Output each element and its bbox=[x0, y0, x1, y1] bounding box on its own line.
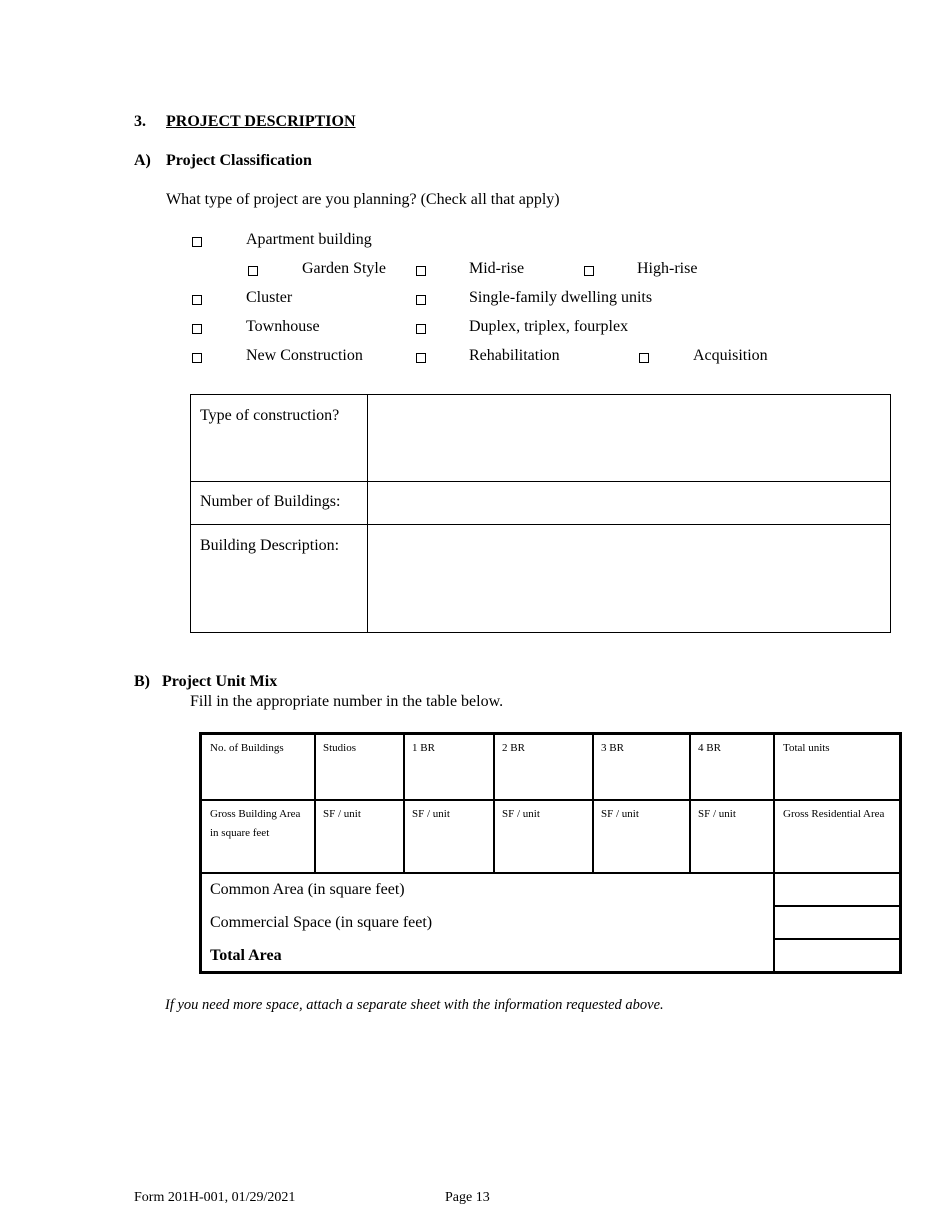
single-family-checkbox[interactable] bbox=[416, 295, 426, 305]
studios-sf-cell: SF / unit bbox=[323, 808, 361, 820]
table-divider bbox=[314, 735, 316, 873]
mid-rise-checkbox[interactable] bbox=[416, 266, 426, 276]
unit-mix-table bbox=[199, 732, 902, 974]
part-a-letter: A) bbox=[134, 152, 151, 169]
3br-sf-cell: SF / unit bbox=[601, 808, 639, 820]
part-b-letter: B) bbox=[134, 673, 150, 690]
form-id: Form 201H-001, 01/29/2021 bbox=[134, 1190, 296, 1205]
garden-style-label: Garden Style bbox=[302, 260, 386, 277]
new-construction-label: New Construction bbox=[246, 347, 363, 364]
part-a-title: Project Classification bbox=[166, 152, 312, 169]
1br-sf-cell: SF / unit bbox=[412, 808, 450, 820]
header-cell-3br: 3 BR bbox=[601, 742, 624, 754]
townhouse-checkbox[interactable] bbox=[192, 324, 202, 334]
mid-rise-label: Mid-rise bbox=[469, 260, 525, 277]
page-number: Page 13 bbox=[445, 1190, 490, 1205]
high-rise-label: High-rise bbox=[637, 260, 698, 277]
total-area-field[interactable] bbox=[775, 940, 899, 971]
acquisition-label: Acquisition bbox=[693, 347, 768, 364]
gross-residential-area-cell: Gross Residential Area bbox=[783, 808, 885, 820]
townhouse-label: Townhouse bbox=[246, 318, 320, 335]
table-divider bbox=[493, 735, 495, 873]
building-description-field[interactable] bbox=[368, 525, 890, 632]
gross-building-area-cell: Gross Building Area in square feet bbox=[210, 808, 301, 839]
type-of-construction-label: Type of construction? bbox=[200, 407, 340, 424]
common-area-field[interactable] bbox=[775, 874, 899, 905]
cluster-label: Cluster bbox=[246, 289, 293, 306]
table-divider bbox=[202, 799, 899, 801]
4br-sf-cell: SF / unit bbox=[698, 808, 736, 820]
header-cell-1br: 1 BR bbox=[412, 742, 435, 754]
commercial-space-label: Commercial Space (in square feet) bbox=[210, 914, 433, 931]
garden-style-checkbox[interactable] bbox=[248, 266, 258, 276]
duplex-label: Duplex, triplex, fourplex bbox=[469, 318, 629, 335]
header-cell-4br: 4 BR bbox=[698, 742, 721, 754]
building-description-label: Building Description: bbox=[200, 537, 340, 554]
duplex-checkbox[interactable] bbox=[416, 324, 426, 334]
header-cell-studios: Studios bbox=[323, 742, 357, 754]
high-rise-checkbox[interactable] bbox=[584, 266, 594, 276]
construction-table bbox=[190, 394, 891, 633]
rehabilitation-label: Rehabilitation bbox=[469, 347, 560, 364]
table-divider bbox=[689, 735, 691, 873]
acquisition-checkbox[interactable] bbox=[639, 353, 649, 363]
rehabilitation-checkbox[interactable] bbox=[416, 353, 426, 363]
new-construction-checkbox[interactable] bbox=[192, 353, 202, 363]
apartment-building-checkbox[interactable] bbox=[192, 237, 202, 247]
table-divider bbox=[592, 735, 594, 873]
header-cell-2br: 2 BR bbox=[502, 742, 525, 754]
apartment-building-label: Apartment building bbox=[246, 231, 372, 248]
common-area-label: Common Area (in square feet) bbox=[210, 881, 405, 898]
part-b-title: Project Unit Mix bbox=[162, 673, 278, 690]
classification-question: What type of project are you planning? (Check all that apply) bbox=[166, 191, 560, 208]
number-of-buildings-label: Number of Buildings: bbox=[200, 493, 341, 510]
number-of-buildings-field[interactable] bbox=[368, 482, 890, 524]
header-cell-buildings: No. of Buildings bbox=[210, 742, 284, 754]
more-space-note: If you need more space, attach a separate sheet with the information requested above. bbox=[165, 997, 664, 1013]
unit-mix-instruction: Fill in the appropriate number in the table below. bbox=[190, 693, 504, 710]
single-family-label: Single-family dwelling units bbox=[469, 289, 653, 306]
section-number: 3. bbox=[134, 113, 146, 130]
cluster-checkbox[interactable] bbox=[192, 295, 202, 305]
total-area-label: Total Area bbox=[210, 947, 282, 964]
header-cell-total-units: Total units bbox=[783, 742, 830, 754]
commercial-space-field[interactable] bbox=[775, 907, 899, 938]
type-of-construction-field[interactable] bbox=[368, 395, 890, 481]
section-title: PROJECT DESCRIPTION bbox=[166, 113, 356, 130]
table-divider bbox=[403, 735, 405, 873]
2br-sf-cell: SF / unit bbox=[502, 808, 540, 820]
